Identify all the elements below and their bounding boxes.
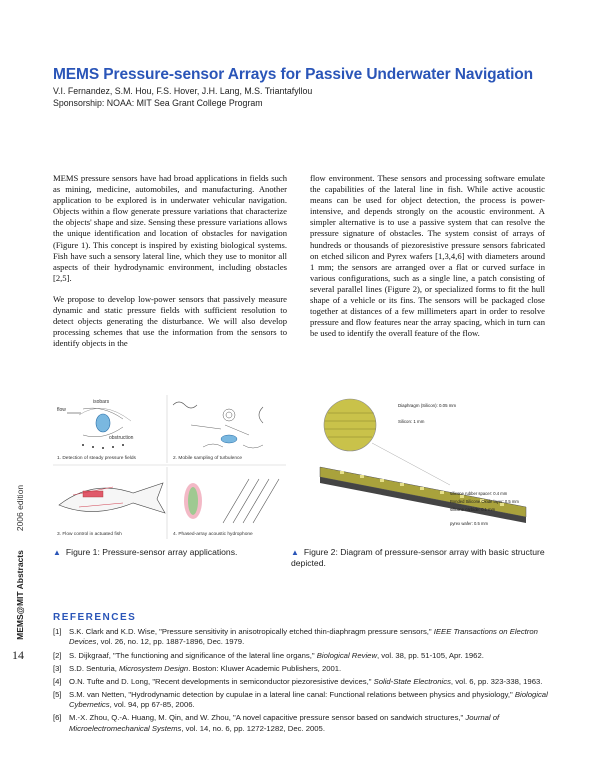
caption-triangle-icon: ▲: [53, 548, 61, 557]
vortex-line: [259, 407, 263, 423]
label-obstruction: obstruction: [109, 435, 134, 441]
reference-number: [6]: [53, 713, 62, 723]
figure-2: [300, 395, 546, 539]
reference-number: [3]: [53, 663, 62, 673]
caption-triangle-icon: ▲: [291, 548, 299, 557]
panel-flow-control: [57, 483, 165, 537]
figure-1-caption: [53, 547, 286, 558]
references-heading: REFERENCES: [53, 612, 137, 623]
wavefront: [253, 479, 279, 523]
figure-1: [53, 395, 286, 539]
layer-label: Diaphragm (Silicon): 0.05 mm: [398, 403, 457, 408]
reference-text: S.D. Senturia, Microsystem Design. Boston: Kluwer Academic Publishers, 2001.: [69, 663, 342, 673]
vortex-line: [203, 444, 263, 448]
figure-2-caption: [291, 547, 546, 569]
edition-label: 2006 edition: [15, 484, 25, 532]
reference-number: [2]: [53, 650, 62, 660]
body-paragraph: flow environment. These sensors and processing software emulate the capabilities of the lateral line in fish. While active acoustic means can be used for object detection, the process is power-intensive, and depends strongly on the acoustic environment. A simpler alternative is to use a passive system that can resolve the pressure signature of obstacles. The system consist of arrays of hundreds or thousands of piezoresistive pressure sensors fabricated on etched silicon and Pyrex wafers [1,3,4,6] with diameters around 1 mm; the sensors are arranged over a flat or curved surface in various configurations, such as a single line, a patch consisting of several parallel lines (Figure 2), or specialized forms to fit the hull shape of a vehicle or its fins. The sensors will be packaged close together at distances of a few millimeters apart in order to resolve pressure and flow features near the array spacing, which in turn can be used to identify the overall feature of the flow.: [310, 173, 545, 339]
reference-text: S.M. van Netten, "Hydrodynamic detection by cupulae in a lateral line canal: Functional relations between physics and physiology," Biological Cybernetics, vol. 94, pp 67-85, 2006.: [69, 689, 548, 710]
body-paragraph: MEMS pressure sensors have had broad applications in fields such as mining, medicine, automobiles, and manufacturing. Another application to be explored is in underwater vehicular navigation. Objects within a flow generate pressure variations that characterize the objects' shape and size. Sensing these pressure variations allows the unique identification and location of obstacles for navigation (Figure 1). This concept is inspired by existing biological systems. Fish have such a sensory lateral line, which they use to monitor all aspects of their hydrodynamic environment, including obstacles [2,5].: [53, 173, 287, 283]
obstruction-shape: [96, 414, 110, 432]
layer-label: silicone rubber spacer: 0.4 mm: [450, 491, 508, 496]
reference-number: [4]: [53, 676, 62, 686]
zoom-inset: [324, 399, 376, 451]
reference-number: [5]: [53, 689, 62, 699]
panel-steady-pressure: [57, 399, 137, 461]
reference-item: [53, 664, 550, 674]
sponsorship: Sponsorship: NOAA: MIT Sea Grant College Program: [53, 98, 263, 108]
reference-text: S.K. Clark and K.D. Wise, "Pressure sensitivity in anisotropically etched thin-diaphragm pressure sensors," IEEE Transactions on Electron Devices, vol. 26, no. 12, pp. 1887-1896, Dec. 1979.: [69, 627, 538, 647]
reference-item: [53, 627, 550, 648]
layer-label: silicone carbide: 0.1 mm: [450, 507, 496, 512]
reference-list: [53, 627, 550, 737]
publication-label: MEMS@MIT Abstracts: [15, 550, 25, 640]
callout-line: [372, 443, 450, 485]
body-paragraph: We propose to develop low-power sensors that passively measure dynamic and static pressure fields with sufficient resolution to detect objects generating the disturbance. We will also develop processing schemes that use the information from the sensors to identify objects in the: [53, 293, 287, 349]
reference-item: [53, 690, 550, 711]
reference-item: [53, 651, 550, 661]
reference-text: M.-X. Zhou, Q.-A. Huang, M. Qin, and W. Zhou, "A novel capacitive pressure sensor based on sandwich structures," Journal of Microelectromechanical Systems, vol. 14, no. 6, pp. 1272-1282, Dec. 2005.: [69, 713, 500, 733]
panel-turbulence: [173, 402, 263, 461]
wavefront: [243, 479, 269, 523]
reference-text: S. Dijkgraaf, "The functioning and significance of the lateral line organs," Biological Review, vol. 38, pp. 51-105, Apr. 1962.: [69, 650, 484, 660]
vortex-line: [191, 425, 249, 435]
label-isobars: isobars: [93, 399, 110, 405]
reference-text: O.N. Tufte and D. Long, "Recent developments in semiconductor piezoresistive devices," Solid-State Electronics, vol. 6, pp. 323-338, 1963.: [69, 676, 543, 686]
figure-2-drawing: [300, 395, 546, 539]
vortex-circle: [223, 409, 235, 421]
vortex-line: [173, 402, 197, 408]
wavefront: [233, 479, 259, 523]
sensor-patch: [83, 491, 103, 497]
panel-2-label: 2. Mobile sampling of turbulence: [173, 456, 243, 461]
body-column-left: [53, 173, 287, 359]
caption-text: Figure 1: Pressure-sensor array applications.: [65, 547, 238, 557]
layer-label: pyrex wafer: 0.5 mm: [450, 521, 488, 526]
figure-1-drawing: [53, 395, 286, 539]
label-flow: flow: [57, 407, 66, 413]
wavefront: [223, 479, 249, 523]
sensor-dots: [82, 444, 124, 449]
paper-title: MEMS Pressure-sensor Arrays for Passive Underwater Navigation: [53, 66, 534, 83]
hydrophone-array: [188, 487, 198, 515]
panel-1-label: 1. Detection of steady pressure fields: [57, 456, 136, 461]
layer-label: Silicon: 1 mm: [398, 419, 425, 424]
reference-number: [1]: [53, 627, 62, 636]
page-number: 14: [12, 648, 24, 662]
panel-4-label: 4. Phased-array acoustic hydrophone: [173, 532, 253, 537]
vortex-circle: [226, 412, 232, 418]
author-list: V.I. Fernandez, S.M. Hou, F.S. Hover, J.H. Lang, M.S. Triantafyllou: [53, 86, 313, 96]
reference-item: [53, 713, 550, 734]
mobile-sensor: [221, 435, 237, 443]
reference-item: [53, 677, 550, 687]
body-column-right: [310, 173, 545, 349]
layer-label: Bonded Silicone Oxide layer: 0.5 mm: [450, 499, 519, 504]
panel-hydrophone: [173, 479, 279, 537]
panel-3-label: 3. Flow control in actuated fish: [57, 532, 122, 537]
caption-text: Figure 2: Diagram of pressure-sensor array with basic structure depicted.: [291, 547, 545, 568]
